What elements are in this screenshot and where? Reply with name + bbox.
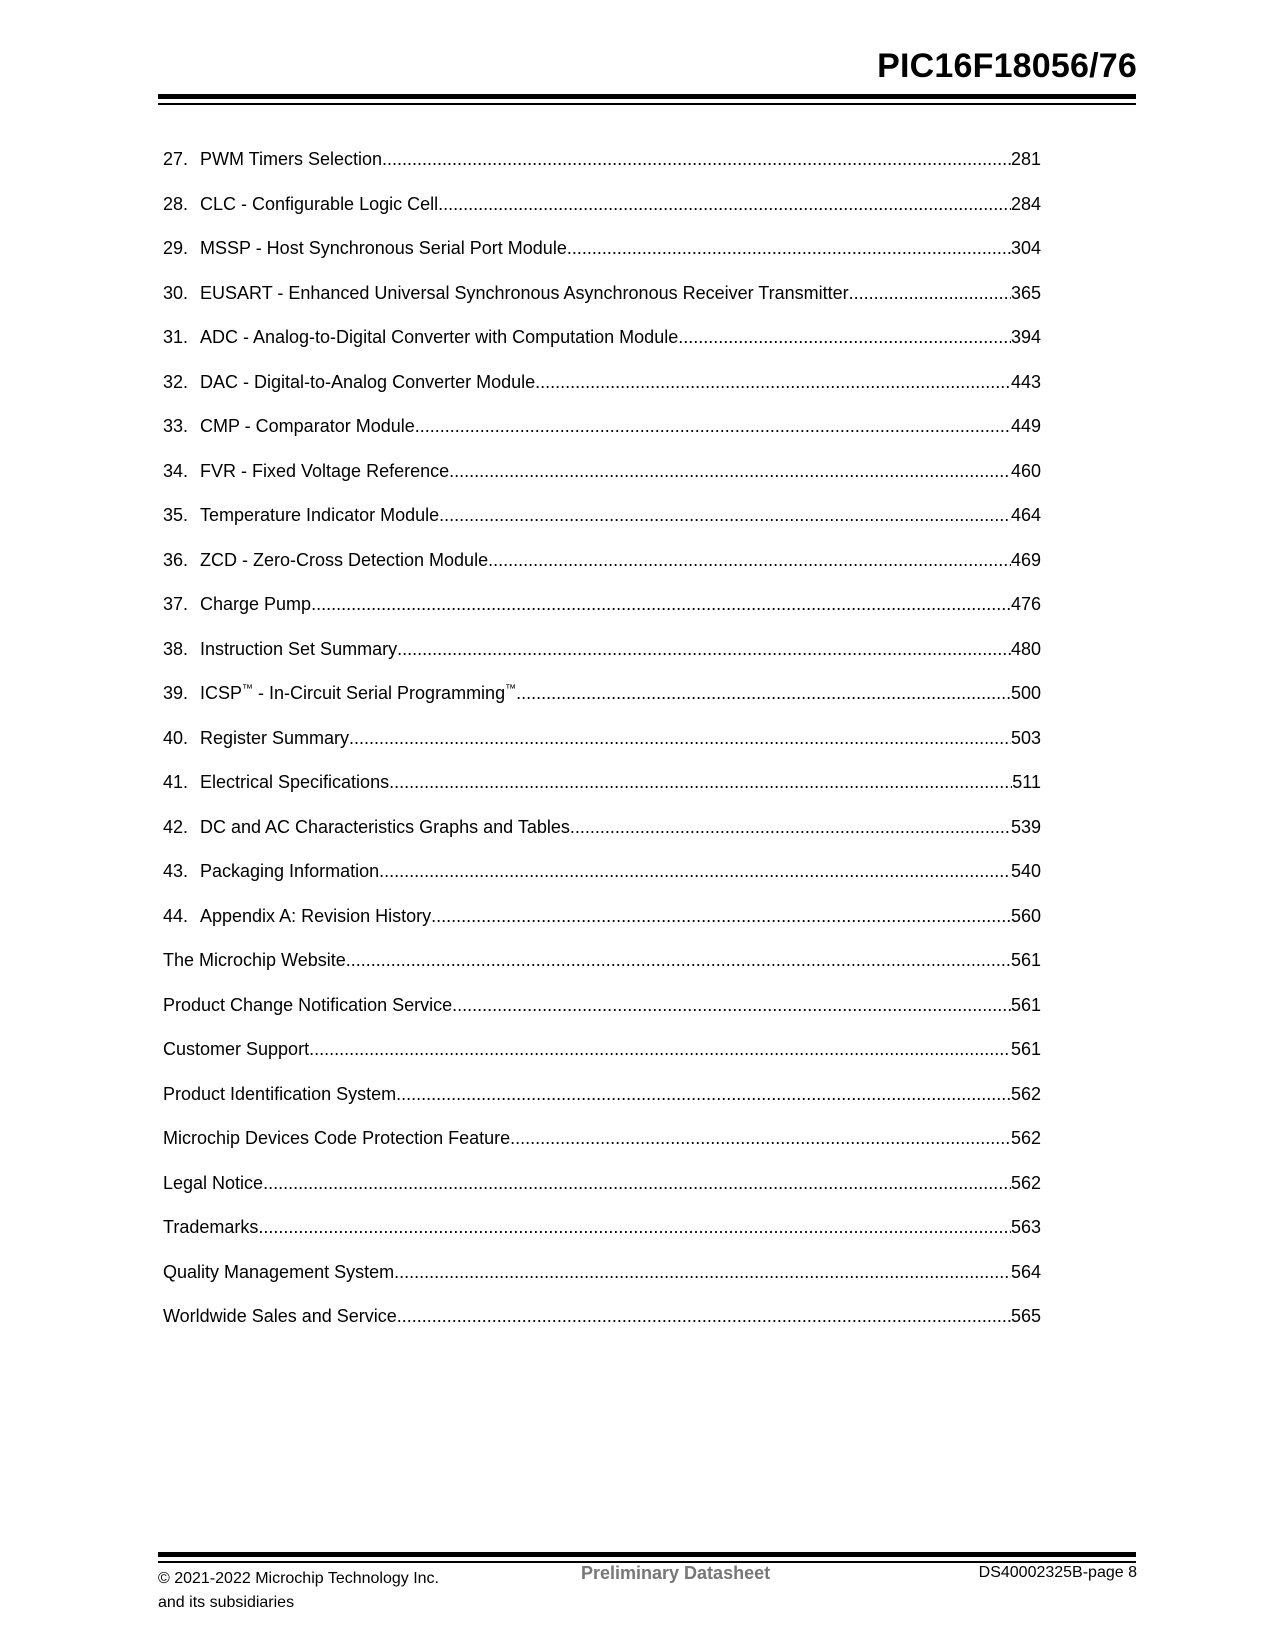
toc-entry-title: Packaging Information [200, 861, 380, 881]
toc-entry-page: 443 [1010, 371, 1041, 392]
toc-dot-leader [415, 414, 1011, 438]
toc-entry-page: 503 [1010, 727, 1041, 748]
toc-entry-title: Electrical Specifications [200, 772, 390, 792]
toc-entry-title: Product Identification System [163, 1083, 397, 1104]
toc-dot-leader [535, 370, 1011, 394]
toc-entry[interactable] [163, 859, 1041, 904]
toc-dot-leader [438, 192, 1011, 216]
toc-entry-title: ICSP™ - In-Circuit Serial Programming™ [200, 683, 517, 703]
toc-dot-leader [258, 1215, 1011, 1239]
header-rule-thin [158, 103, 1136, 105]
toc-entry-page: 476 [1010, 594, 1041, 614]
toc-entry-title: Charge Pump [200, 594, 312, 614]
toc-entry[interactable] [163, 592, 1041, 637]
toc-entry-page: 365 [1010, 282, 1041, 303]
table-of-contents [163, 147, 1041, 1349]
toc-entry-title: CMP - Comparator Module [200, 416, 415, 436]
toc-entry-page: 563 [1010, 1217, 1041, 1237]
toc-dot-leader [311, 592, 1011, 616]
toc-dot-leader [349, 726, 1011, 750]
toc-dot-leader [396, 1082, 1011, 1106]
toc-dot-leader [431, 904, 1011, 928]
toc-entry-title: Legal Notice [163, 1172, 264, 1193]
toc-entry-number: 28. [163, 193, 189, 214]
toc-entry[interactable] [163, 236, 1041, 281]
toc-dot-leader [488, 548, 1011, 572]
toc-entry-number: 40. [163, 727, 189, 748]
toc-entry-number: 32. [163, 371, 189, 392]
toc-entry-title: Register Summary [200, 727, 350, 748]
footer-rule-thick [158, 1552, 1136, 1557]
toc-dot-leader [379, 859, 1011, 883]
toc-dot-leader [263, 1171, 1011, 1195]
toc-entry-page: 480 [1010, 638, 1041, 659]
toc-entry[interactable] [163, 637, 1041, 682]
toc-entry-title: Customer Support [163, 1039, 310, 1059]
toc-entry[interactable] [163, 414, 1041, 459]
toc-entry-number: 33. [163, 416, 189, 436]
footer-page-number: DS40002325B-page 8 [978, 1564, 1137, 1581]
toc-dot-leader [678, 325, 1011, 349]
toc-entry-page: 500 [1010, 683, 1041, 703]
toc-entry-title: FVR - Fixed Voltage Reference [200, 460, 450, 481]
toc-entry-title: Product Change Notification Service [163, 994, 453, 1015]
toc-entry[interactable] [163, 904, 1041, 949]
toc-entry[interactable] [163, 1126, 1041, 1171]
toc-entry[interactable] [163, 370, 1041, 415]
toc-dot-leader [439, 503, 1011, 527]
toc-entry-page: 284 [1010, 193, 1041, 214]
toc-entry[interactable] [163, 548, 1041, 593]
toc-entry-title: EUSART - Enhanced Universal Synchronous Asynchronous Receiver Transmitter [200, 282, 849, 303]
toc-entry[interactable] [163, 815, 1041, 860]
toc-entry[interactable] [163, 726, 1041, 771]
toc-entry-title: Instruction Set Summary [200, 638, 398, 659]
toc-dot-leader [452, 993, 1011, 1017]
toc-entry-title: PWM Timers Selection [200, 149, 383, 169]
toc-entry-page: 561 [1010, 1039, 1041, 1059]
toc-entry[interactable] [163, 503, 1041, 548]
toc-entry-title: Trademarks [163, 1217, 259, 1237]
toc-entry[interactable] [163, 1171, 1041, 1216]
toc-entry-title: CLC - Configurable Logic Cell [200, 193, 439, 214]
toc-entry-title: Microchip Devices Code Protection Feature [163, 1128, 511, 1148]
toc-entry[interactable] [163, 147, 1041, 192]
toc-entry-number: 31. [163, 327, 189, 347]
header-rule-thick [158, 94, 1136, 99]
toc-entry-page: 304 [1010, 238, 1041, 258]
toc-dot-leader [346, 948, 1011, 972]
toc-entry-number: 34. [163, 460, 189, 481]
toc-entry-page: 464 [1010, 505, 1041, 525]
toc-entry-page: 511 [1012, 772, 1041, 792]
toc-entry-title: Quality Management System [163, 1261, 395, 1282]
toc-entry-page: 562 [1010, 1128, 1041, 1148]
toc-entry-number: 43. [163, 861, 189, 881]
toc-entry-page: 469 [1010, 549, 1041, 570]
toc-entry-page: 539 [1010, 816, 1041, 837]
toc-entry-title: ADC - Analog-to-Digital Converter with Computation Module [200, 327, 679, 347]
document-title: PIC16F18056/76 [877, 47, 1137, 85]
toc-entry-page: 449 [1010, 416, 1041, 436]
toc-dot-leader [449, 459, 1011, 483]
toc-entry[interactable] [163, 993, 1041, 1038]
toc-entry-number: 39. [163, 683, 189, 703]
toc-entry-number: 44. [163, 905, 189, 926]
toc-entry-page: 564 [1010, 1261, 1041, 1282]
toc-entry-page: 560 [1010, 905, 1041, 926]
toc-dot-leader [382, 147, 1011, 171]
toc-entry-number: 27. [163, 149, 189, 169]
toc-dot-leader [567, 236, 1011, 260]
copyright-line-2: and its subsidiaries [158, 1594, 295, 1611]
toc-entry-title: DAC - Digital-to-Analog Converter Module [200, 371, 536, 392]
toc-dot-leader [397, 637, 1011, 661]
toc-entry-number: 42. [163, 816, 189, 837]
toc-dot-leader [397, 1304, 1011, 1328]
toc-entry[interactable] [163, 1304, 1041, 1349]
toc-dot-leader [510, 1126, 1011, 1150]
toc-entry-number: 37. [163, 594, 189, 614]
toc-entry-number: 41. [163, 772, 189, 792]
toc-entry-title: Appendix A: Revision History [200, 905, 432, 926]
toc-entry-number: 29. [163, 238, 189, 258]
toc-entry-page: 561 [1010, 994, 1041, 1015]
toc-entry[interactable] [163, 1082, 1041, 1127]
toc-entry[interactable] [163, 948, 1041, 993]
toc-entry-number: 36. [163, 549, 189, 570]
toc-entry-page: 394 [1010, 327, 1041, 347]
copyright-line-1: © 2021-2022 Microchip Technology Inc. [158, 1570, 439, 1587]
toc-entry[interactable] [163, 1037, 1041, 1082]
toc-entry-title: Temperature Indicator Module [200, 505, 440, 525]
toc-dot-leader [516, 681, 1011, 705]
toc-entry[interactable] [163, 325, 1041, 370]
toc-entry-title: Worldwide Sales and Service [163, 1306, 397, 1326]
toc-entry[interactable] [163, 770, 1041, 815]
toc-entry-number: 38. [163, 638, 189, 659]
toc-entry-page: 562 [1010, 1172, 1041, 1193]
toc-entry[interactable] [163, 1215, 1041, 1260]
toc-entry-number: 35. [163, 505, 189, 525]
toc-dot-leader [849, 281, 1011, 305]
toc-entry-page: 540 [1010, 861, 1041, 881]
toc-entry-page: 565 [1010, 1306, 1041, 1326]
toc-entry-title: ZCD - Zero-Cross Detection Module [200, 549, 489, 570]
toc-entry-title: MSSP - Host Synchronous Serial Port Module [200, 238, 567, 258]
toc-entry-page: 460 [1010, 460, 1041, 481]
toc-entry-title: The Microchip Website [163, 950, 346, 970]
toc-entry-title: DC and AC Characteristics Graphs and Tables [200, 816, 570, 837]
toc-entry-page: 561 [1010, 950, 1041, 970]
toc-dot-leader [394, 1260, 1011, 1284]
toc-entry[interactable] [163, 681, 1041, 726]
footer-copyright [158, 1567, 439, 1615]
toc-dot-leader [309, 1037, 1011, 1061]
toc-entry[interactable] [163, 192, 1041, 237]
toc-entry-number: 30. [163, 282, 189, 303]
toc-dot-leader [389, 770, 1012, 794]
toc-entry[interactable] [163, 1260, 1041, 1305]
footer-preliminary-label: Preliminary Datasheet [581, 1563, 771, 1583]
toc-entry-page: 281 [1010, 149, 1041, 169]
toc-dot-leader [570, 815, 1011, 839]
toc-entry-page: 562 [1010, 1083, 1041, 1104]
toc-entry[interactable] [163, 459, 1041, 504]
toc-entry[interactable] [163, 281, 1041, 326]
